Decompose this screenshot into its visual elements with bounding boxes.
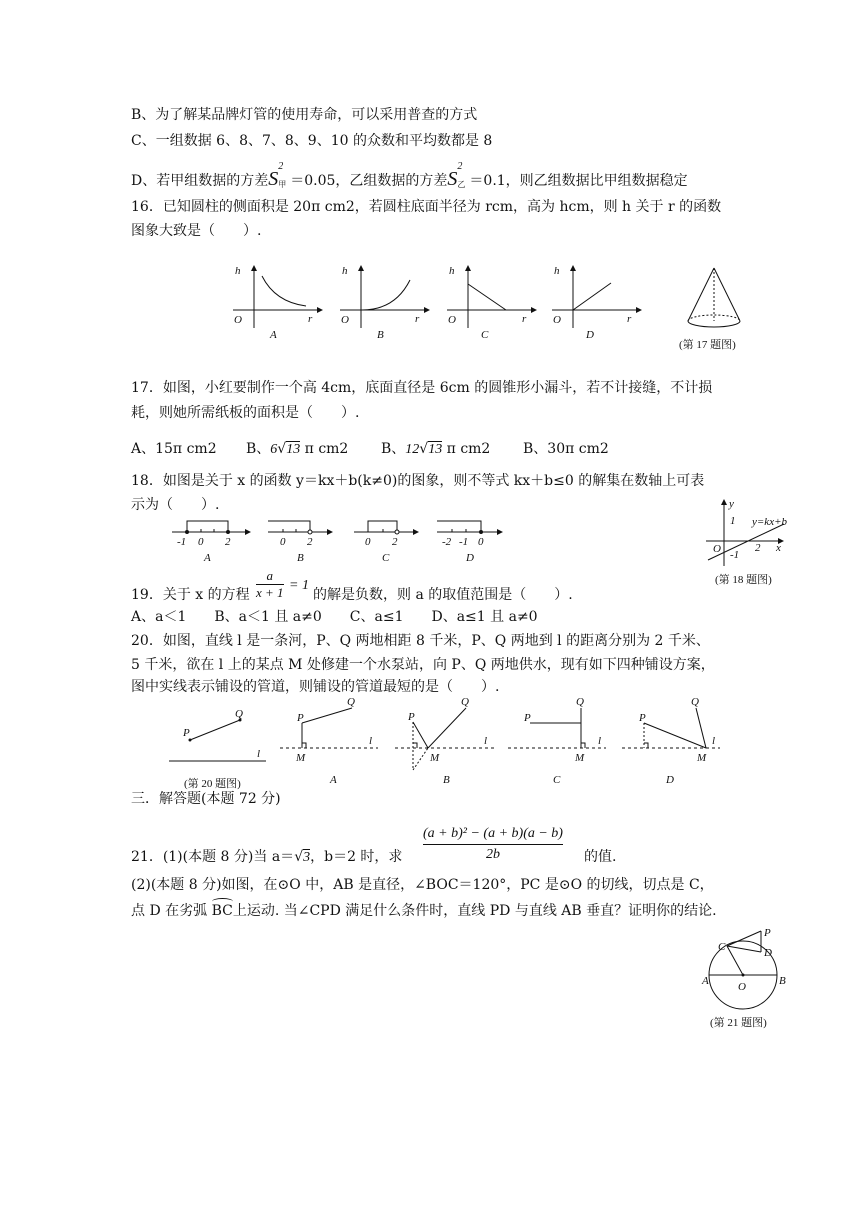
q19-pre: 19．关于 x 的方程 — [131, 587, 250, 603]
svg-text:A: A — [330, 774, 337, 786]
section-3-heading: 三．解答题(本题 72 分) — [131, 791, 281, 807]
svg-text:h: h — [449, 265, 455, 277]
svg-text:x: x — [776, 542, 781, 554]
svg-text:l: l — [484, 735, 488, 747]
svg-text:Q: Q — [347, 696, 355, 708]
q15-option-c: C、一组数据 6、8、7、8、9、10 的众数和平均数都是 8 — [131, 133, 493, 149]
fig17-caption: (第 17 题图) — [679, 339, 736, 351]
q17-option-d: B、30π cm2 — [523, 441, 609, 457]
q18-line1: 18．如图是关于 x 的函数 y＝kx＋b(k≠0)的图象，则不等式 kx＋b≤0 的解集在数轴上可表 — [131, 473, 705, 489]
svg-text:D: D — [764, 947, 772, 959]
q20-line3: 图中实线表示铺设的管道，则铺设的管道最短的是（ ）. — [131, 679, 500, 695]
svg-text:-1: -1 — [177, 536, 187, 548]
svg-text:r: r — [522, 313, 527, 325]
svg-text:M: M — [430, 752, 440, 764]
svg-text:B: B — [297, 552, 304, 564]
fig20-caption: (第 20 题图) — [184, 778, 241, 790]
q17-option-c: B、12√13 π cm2 — [381, 441, 491, 457]
svg-text:-1: -1 — [459, 536, 469, 548]
q15-option-d: D、若甲组数据的方差S 2 甲 ＝0.05，乙组数据的方差S 2 乙 ＝0.1，则乙组数据比甲组数据稳定 — [131, 161, 688, 190]
svg-text:M: M — [697, 752, 707, 764]
q21-p2-line2: 点 D 在劣弧 BC上运动. 当∠CPD 满足什么条件时，直线 PD 与直线 AB 垂直？证明你的结论. — [131, 902, 717, 920]
q21-p1-post: 的值. — [584, 849, 617, 865]
svg-text:P: P — [764, 927, 771, 939]
svg-text:P: P — [297, 712, 304, 724]
svg-text:B: B — [779, 975, 786, 987]
svg-text:C: C — [718, 941, 726, 953]
svg-text:0: 0 — [280, 536, 286, 548]
svg-text:2: 2 — [307, 536, 313, 548]
svg-text:M: M — [575, 752, 585, 764]
svg-text:0: 0 — [198, 536, 204, 548]
svg-text:y=kx+b: y=kx+b — [752, 516, 787, 528]
q18-line2: 示为（ ）. — [131, 497, 220, 513]
svg-text:r: r — [627, 313, 632, 325]
svg-text:-1: -1 — [730, 549, 740, 561]
q16-line2: 图象大致是（ ）. — [131, 223, 262, 239]
svg-text:2: 2 — [755, 542, 761, 554]
svg-text:P: P — [639, 712, 646, 724]
q19-eq: = 1 — [289, 578, 309, 593]
svg-text:A: A — [702, 975, 709, 987]
q16-line1: 16．已知圆柱的侧面积是 20π cm2，若圆柱底面半径为 rcm，高为 hcm，则 h 关于 r 的函数 — [131, 199, 722, 215]
svg-text:C: C — [481, 329, 489, 341]
svg-text:r: r — [415, 313, 420, 325]
svg-text:l: l — [257, 748, 261, 760]
svg-text:Q: Q — [691, 696, 699, 708]
svg-text:Q: Q — [576, 696, 584, 708]
svg-text:P: P — [524, 712, 531, 724]
svg-text:D: D — [466, 552, 474, 564]
q20-line2: 5 千米，欲在 l 上的某点 M 处修建一个水泵站，向 P、Q 两地供水，现有如下四种铺设方案， — [131, 657, 715, 673]
svg-text:D: D — [586, 329, 594, 341]
svg-text:O: O — [234, 314, 242, 326]
svg-text:l: l — [712, 735, 716, 747]
svg-text:0: 0 — [478, 536, 484, 548]
svg-text:0: 0 — [365, 536, 371, 548]
svg-text:P: P — [408, 711, 415, 723]
q21-p2-line1: (2)(本题 8 分)如图，在⊙O 中，AB 是直径，∠BOC＝120°，PC 是⊙O 的切线，切点是 C， — [131, 877, 714, 893]
q21-fraction: $\frac{\text{(a + b)² − (a + b)(a − b)}}{2b}$ — [423, 824, 563, 865]
svg-text:1: 1 — [730, 515, 736, 527]
q17-option-a: A、15π cm2 — [131, 441, 217, 457]
q17-line2: 耗，则她所需纸板的面积是（ ）. — [131, 405, 360, 421]
svg-text:2: 2 — [392, 536, 398, 548]
svg-text:B: B — [377, 329, 384, 341]
q20-line1: 20．如图，直线 l 是一条河，P、Q 两地相距 8 千米，P、Q 两地到 l 的距离分别为 2 千米、 — [131, 633, 710, 649]
svg-text:l: l — [598, 735, 602, 747]
svg-text:P: P — [183, 727, 190, 739]
svg-text:O: O — [553, 314, 561, 326]
svg-text:O: O — [713, 543, 721, 555]
svg-text:r: r — [308, 313, 313, 325]
svg-text:h: h — [554, 265, 560, 277]
svg-text:Q: Q — [235, 708, 243, 720]
svg-text:D: D — [666, 774, 674, 786]
svg-text:A: A — [270, 329, 277, 341]
fig18-caption: (第 18 题图) — [715, 574, 772, 586]
fig21-caption: (第 21 题图) — [710, 1017, 767, 1029]
svg-text:Q: Q — [461, 696, 469, 708]
svg-text:C: C — [382, 552, 390, 564]
svg-text:l: l — [369, 735, 373, 747]
svg-text:O: O — [341, 314, 349, 326]
svg-text:-2: -2 — [442, 536, 452, 548]
svg-text:A: A — [204, 552, 211, 564]
svg-text:M: M — [296, 752, 306, 764]
q15-option-b: B、为了解某品牌灯管的使用寿命，可以采用普查的方式 — [131, 107, 478, 123]
q19-options: A、a＜1 B、a＜1 且 a≠0 C、a≤1 D、a≤1 且 a≠0 — [131, 609, 538, 625]
q19-fraction: $\frac{a}{x + 1}$ — [256, 568, 284, 600]
q21-p1: 21．(1)(本题 8 分)当 a＝√3，b＝2 时，求 — [131, 849, 403, 865]
svg-text:2: 2 — [225, 536, 231, 548]
svg-text:h: h — [342, 265, 348, 277]
svg-text:h: h — [235, 265, 241, 277]
q17-line1: 17．如图，小红要制作一个高 4cm，底面直径是 6cm 的圆锥形小漏斗，若不计接缝，不计损 — [131, 380, 713, 396]
svg-text:O: O — [448, 314, 456, 326]
svg-text:B: B — [443, 774, 450, 786]
svg-text:y: y — [729, 498, 734, 510]
q19-post: 的解是负数，则 a 的取值范围是（ ）. — [313, 587, 573, 603]
q17-option-b: B、6√13 π cm2 — [246, 441, 349, 457]
svg-text:O: O — [738, 981, 746, 993]
svg-text:C: C — [553, 774, 561, 786]
